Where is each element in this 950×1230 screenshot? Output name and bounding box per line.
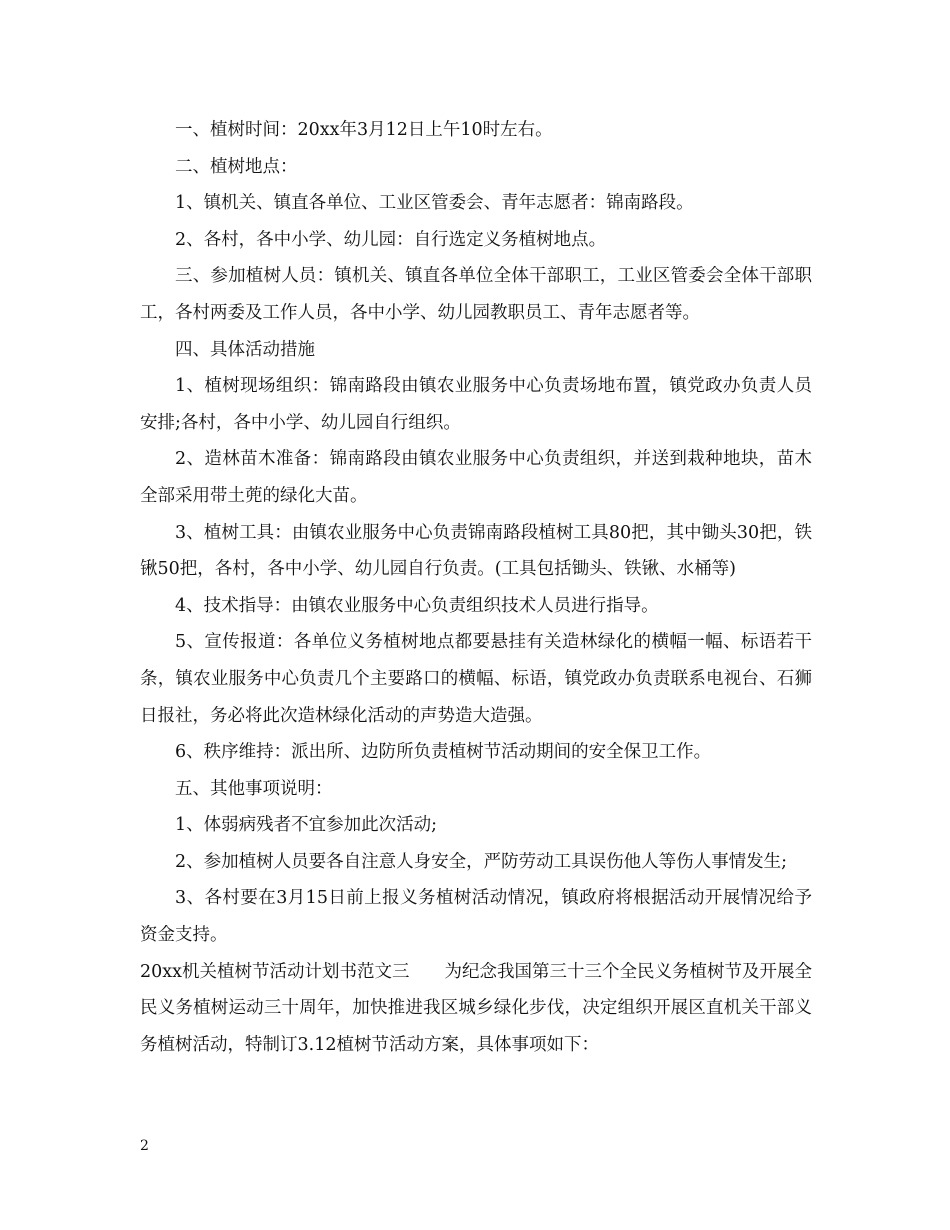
paragraph-planting-time: 一、植树时间：20xx年3月12日上午10时左右。 (175, 120, 553, 140)
paragraph-measures-heading: 四、具体活动措施 (175, 339, 315, 360)
paragraph-planting-location-heading: 二、植树地点： (175, 156, 298, 177)
paragraph-measure-5: 5、宣传报道：各单位义务植树地点都要悬挂有关造林绿化的横幅一幅、标语若干条，镇农业服务中心负责几个主要路口的横幅、标语，镇党政办负责联系电视台、石狮日报社，务必将此次造林绿化活动的声势造大造强。 (140, 632, 812, 726)
paragraph-other-1: 1、体弱病残者不宜参加此次活动; (175, 815, 438, 836)
document-body (140, 112, 812, 1063)
paragraph-measure-6: 6、秩序维持：派出所、边防所负责植树节活动期间的安全保卫工作。 (175, 742, 712, 763)
paragraph-measure-1: 1、植树现场组织：锦南路段由镇农业服务中心负责场地布置，镇党政办负责人员安排;各村，各中小学、幼儿园自行组织。 (140, 376, 812, 433)
paragraph-participants: 三、参加植树人员：镇机关、镇直各单位全体干部职工，工业区管委会全体干部职工，各村两委及工作人员，各中小学、幼儿园教职员工、青年志愿者等。 (140, 266, 812, 323)
paragraph-measure-4: 4、技术指导：由镇农业服务中心负责组织技术人员进行指导。 (175, 595, 659, 616)
paragraph-other-matters-heading: 五、其他事项说明： (175, 778, 333, 799)
paragraph-location-1: 1、镇机关、镇直各单位、工业区管委会、青年志愿者：锦南路段。 (175, 193, 694, 214)
paragraph-location-2: 2、各村，各中小学、幼儿园：自行选定义务植树地点。 (175, 229, 607, 250)
paragraph-template-three-intro: 20xx机关植树节活动计划书范文三 为纪念我国第三十三个全民义务植树节及开展全民义务植树运动三十周年，加快推进我区城乡绿化步伐，决定组织开展区直机关干部义务植树活动，特制订3.12植树节活动方案，具体事项如下： (140, 961, 813, 1055)
paragraph-other-3: 3、各村要在3月15日前上报义务植树活动情况，镇政府将根据活动开展情况给予资金支持。 (140, 888, 812, 946)
paragraph-measure-3: 3、植树工具：由镇农业服务中心负责锦南路段植树工具80把，其中锄头30把，铁锹50把，各村，各中小学、幼儿园自行负责。(工具包括锄头、铁锹、水桶等) (140, 522, 812, 580)
paragraph-measure-2: 2、造林苗木准备：锦南路段由镇农业服务中心负责组织，并送到栽种地块，苗木全部采用带土蔸的绿化大苗。 (140, 449, 812, 506)
paragraph-other-2: 2、参加植树人员要各自注意人身安全，严防劳动工具误伤他人等伤人事情发生; (175, 851, 788, 872)
page-number: 2 (140, 1138, 149, 1154)
